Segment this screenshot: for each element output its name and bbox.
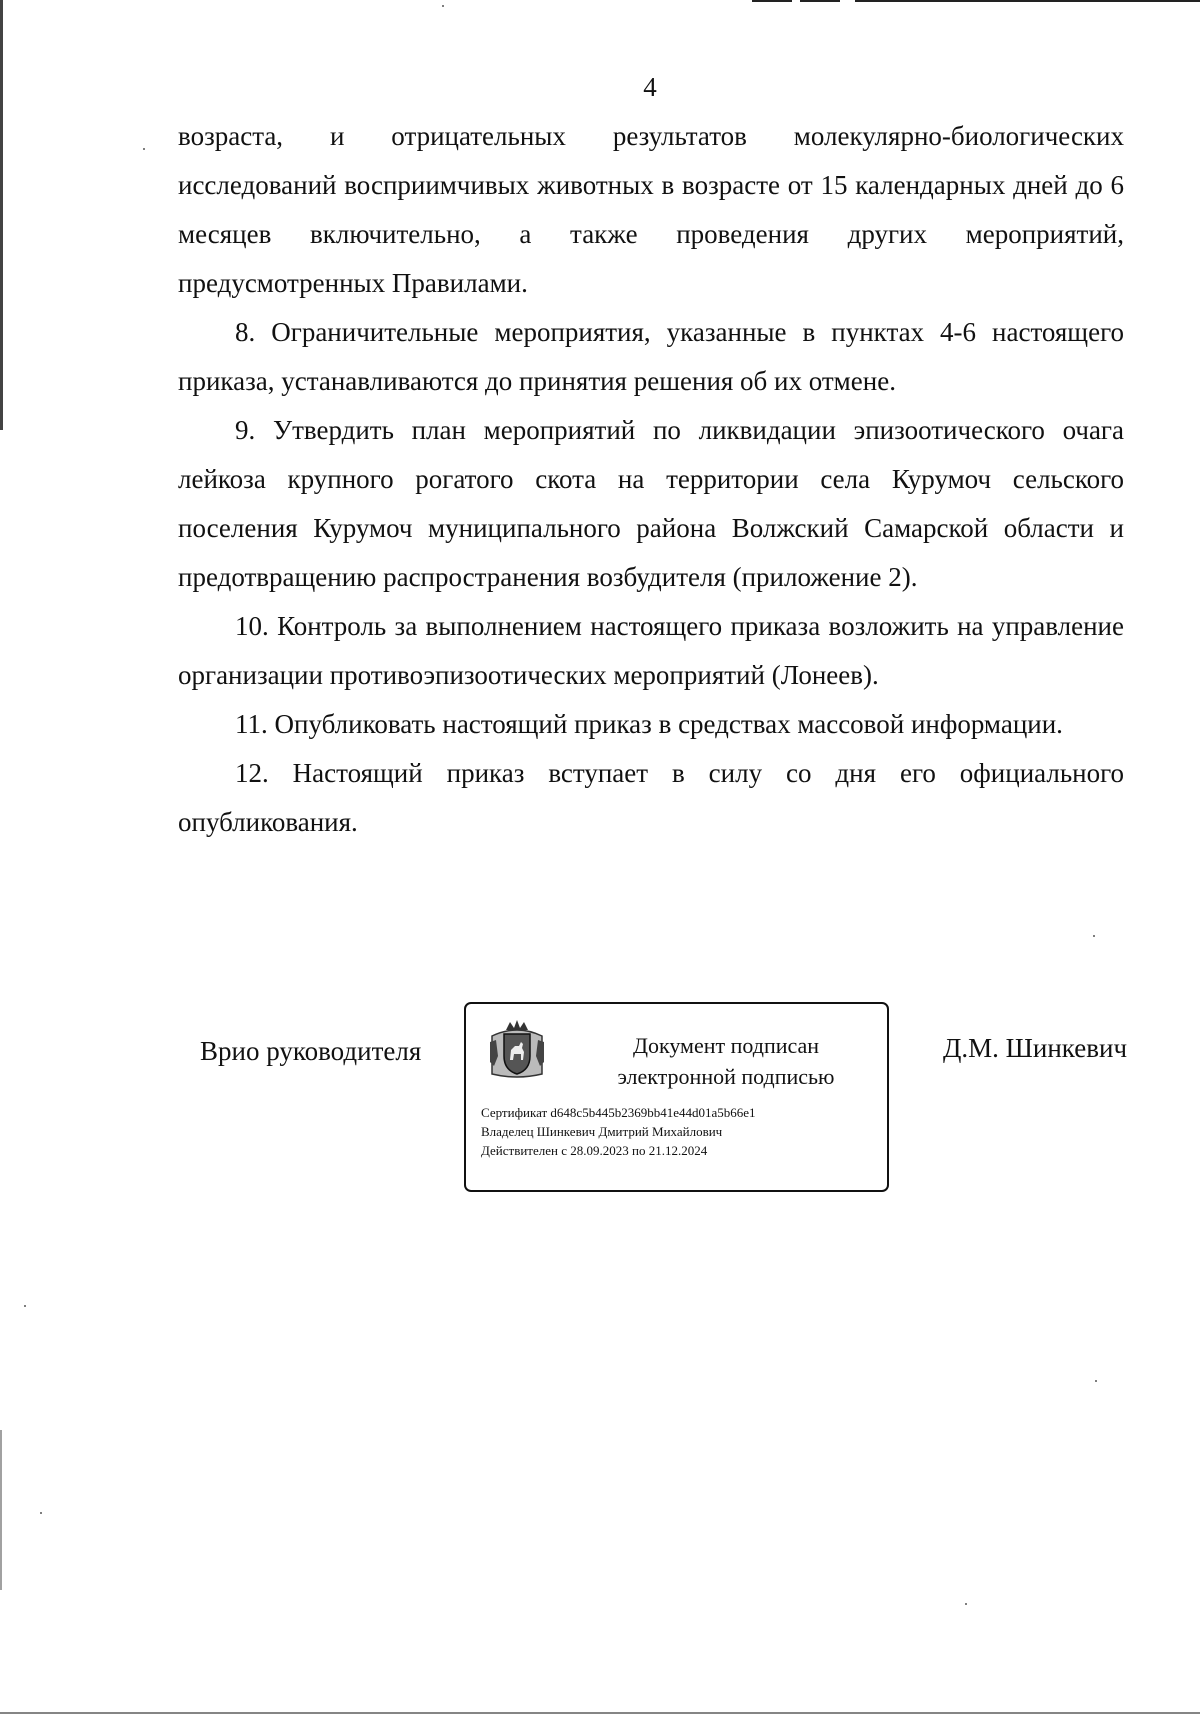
stamp-owner: Владелец Шинкевич Дмитрий Михайлович xyxy=(481,1124,723,1139)
stamp-details xyxy=(481,1103,881,1160)
stamp-heading-line2: электронной подписью xyxy=(617,1064,835,1089)
document-body xyxy=(178,112,1124,847)
scan-speck xyxy=(143,148,145,150)
stamp-heading-line1: Документ подписан xyxy=(632,1033,820,1058)
electronic-signature-stamp xyxy=(464,1002,889,1192)
scan-speck xyxy=(24,1305,26,1307)
samara-coat-of-arms-icon xyxy=(484,1016,550,1082)
paragraph-item-11: 11. Опубликовать настоящий приказ в средствах массовой информации. xyxy=(235,709,1063,739)
paragraph-item-8: 8. Ограничительные мероприятия, указанные в пунктах 4-6 настоящего приказа, устанавливаются до принятия решения об их отмене. xyxy=(178,317,1124,396)
scan-speck xyxy=(40,1512,42,1514)
paragraph-item-9: 9. Утвердить план мероприятий по ликвидации эпизоотического очага лейкоза крупного рогатого скота на территории села Курумоч сельского поселения Курумоч муниципального района Волжский Самарской области и предотвращению распространения возбудителя (приложение 2). xyxy=(178,415,1124,592)
scan-speck xyxy=(442,5,444,7)
paragraph-continuation: возраста, и отрицательных результатов молекулярно-биологических исследований восприимчивых животных в возрасте от 15 календарных дней до 6 месяцев включительно, а также проведения других мероприятий, предусмотренных Правилами. xyxy=(178,121,1124,298)
scan-edge-left xyxy=(0,0,3,430)
paragraph-item-12: 12. Настоящий приказ вступает в силу со дня его официального опубликования. xyxy=(178,758,1124,837)
stamp-validity: Действителен с 28.09.2023 по 21.12.2024 xyxy=(481,1143,708,1158)
scan-speck xyxy=(1095,1380,1097,1382)
scan-speck xyxy=(965,1603,967,1605)
signatory-name: Д.М. Шинкевич xyxy=(943,1033,1128,1063)
scan-edge-left-lower xyxy=(0,1430,2,1590)
page-number: 4 xyxy=(643,72,657,102)
stamp-heading xyxy=(596,1030,856,1092)
paragraph-item-10: 10. Контроль за выполнением настоящего приказа возложить на управление организации противоэпизоотических мероприятий (Лонеев). xyxy=(178,611,1124,690)
scan-edge-top xyxy=(855,0,1200,2)
scan-edge-top xyxy=(800,0,840,2)
scan-speck xyxy=(1093,935,1095,937)
scan-edge-top xyxy=(752,0,792,2)
stamp-certificate: Сертификат d648c5b445b2369bb41e44d01a5b66e1 xyxy=(481,1105,756,1120)
signatory-position: Врио руководителя xyxy=(200,1036,422,1066)
